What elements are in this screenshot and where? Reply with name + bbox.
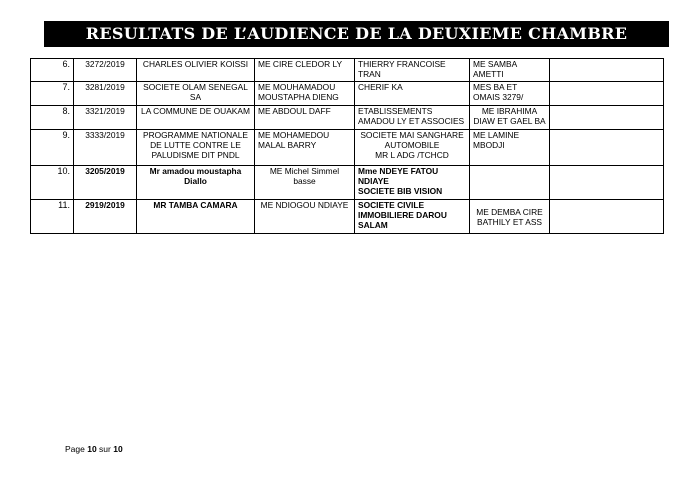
page-separator: sur — [96, 444, 114, 454]
page-title: RESULTATS DE L’AUDIENCE DE LA DEUXIEME CHAMBRE — [44, 21, 669, 47]
respondent-name: SOCIETE MAI SANGHARE AUTOMOBILE — [360, 130, 464, 150]
case-number: 3321/2019 — [74, 106, 137, 130]
respondent-lawyer: ME DEMBA CIRE BATHILY ET ASS — [470, 200, 550, 234]
row-number: 7. — [31, 82, 74, 106]
case-number: 3281/2019 — [74, 82, 137, 106]
page-number — [65, 444, 123, 454]
table-row — [31, 82, 664, 106]
decision — [550, 166, 664, 200]
table-row — [31, 130, 664, 166]
respondent-lawyer: MES BA ET OMAIS 3279/ — [470, 82, 550, 106]
decision — [550, 200, 664, 234]
respondent-lawyer: ME LAMINE MBODJI — [470, 130, 550, 166]
row-number: 11. — [31, 200, 74, 234]
respondent-lawyer: ME IBRAHIMA DIAW ET GAEL BA — [470, 106, 550, 130]
respondent-lawyer — [470, 166, 550, 200]
appellant-lawyer: ME NDIOGOU NDIAYE — [255, 200, 355, 234]
row-number: 9. — [31, 130, 74, 166]
appellant: LA COMMUNE DE OUAKAM — [137, 106, 255, 130]
appellant: Mr amadou moustapha Diallo — [137, 166, 255, 200]
table-row — [31, 106, 664, 130]
decision — [550, 59, 664, 82]
appellant: MR TAMBA CAMARA — [137, 200, 255, 234]
appellant-lawyer: ME ABDOUL DAFF — [255, 106, 355, 130]
page-prefix: Page — [65, 444, 88, 454]
respondent-company: SOCIETE BIB VISION — [358, 186, 443, 196]
appellant: PROGRAMME NATIONALE DE LUTTE CONTRE LE PALUDISME DIT PNDL — [137, 130, 255, 166]
decision — [550, 130, 664, 166]
case-number: 2919/2019 — [74, 200, 137, 234]
respondent-lawyer: ME SAMBA AMETTI — [470, 59, 550, 82]
case-number: 3272/2019 — [74, 59, 137, 82]
total-pages: 10 — [113, 444, 123, 454]
respondent: CHERIF KA — [355, 82, 470, 106]
table-row — [31, 59, 664, 82]
respondent-name: Mme NDEYE FATOU NDIAYE — [358, 166, 439, 186]
row-number: 10. — [31, 166, 74, 200]
respondent: ETABLISSEMENTS AMADOU LY ET ASSOCIES — [355, 106, 470, 130]
appellant-lawyer: ME MOUHAMADOU MOUSTAPHA DIENG — [255, 82, 355, 106]
appellant-lawyer: ME MOHAMEDOU MALAL BARRY — [255, 130, 355, 166]
case-number: 3333/2019 — [74, 130, 137, 166]
decision — [550, 82, 664, 106]
appellant: SOCIETE OLAM SENEGAL SA — [137, 82, 255, 106]
results-table — [30, 58, 664, 234]
appellant: CHARLES OLIVIER KOISSI — [137, 59, 255, 82]
row-number: 6. — [31, 59, 74, 82]
respondent: SOCIETE CIVILE IMMOBILIERE DAROU SALAM — [355, 200, 470, 234]
table-row — [31, 200, 664, 234]
table-row — [31, 166, 664, 200]
case-number: 3205/2019 — [74, 166, 137, 200]
decision — [550, 106, 664, 130]
respondent — [355, 166, 470, 200]
current-page: 10 — [87, 444, 97, 454]
respondent: THIERRY FRANCOISE TRAN — [355, 59, 470, 82]
appellant-lawyer: ME Michel Simmel basse — [255, 166, 355, 200]
appellant-lawyer: ME CIRE CLEDOR LY — [255, 59, 355, 82]
respondent — [355, 130, 470, 166]
row-number: 8. — [31, 106, 74, 130]
respondent-representative: MR L ADG /TCHCD — [375, 150, 449, 160]
